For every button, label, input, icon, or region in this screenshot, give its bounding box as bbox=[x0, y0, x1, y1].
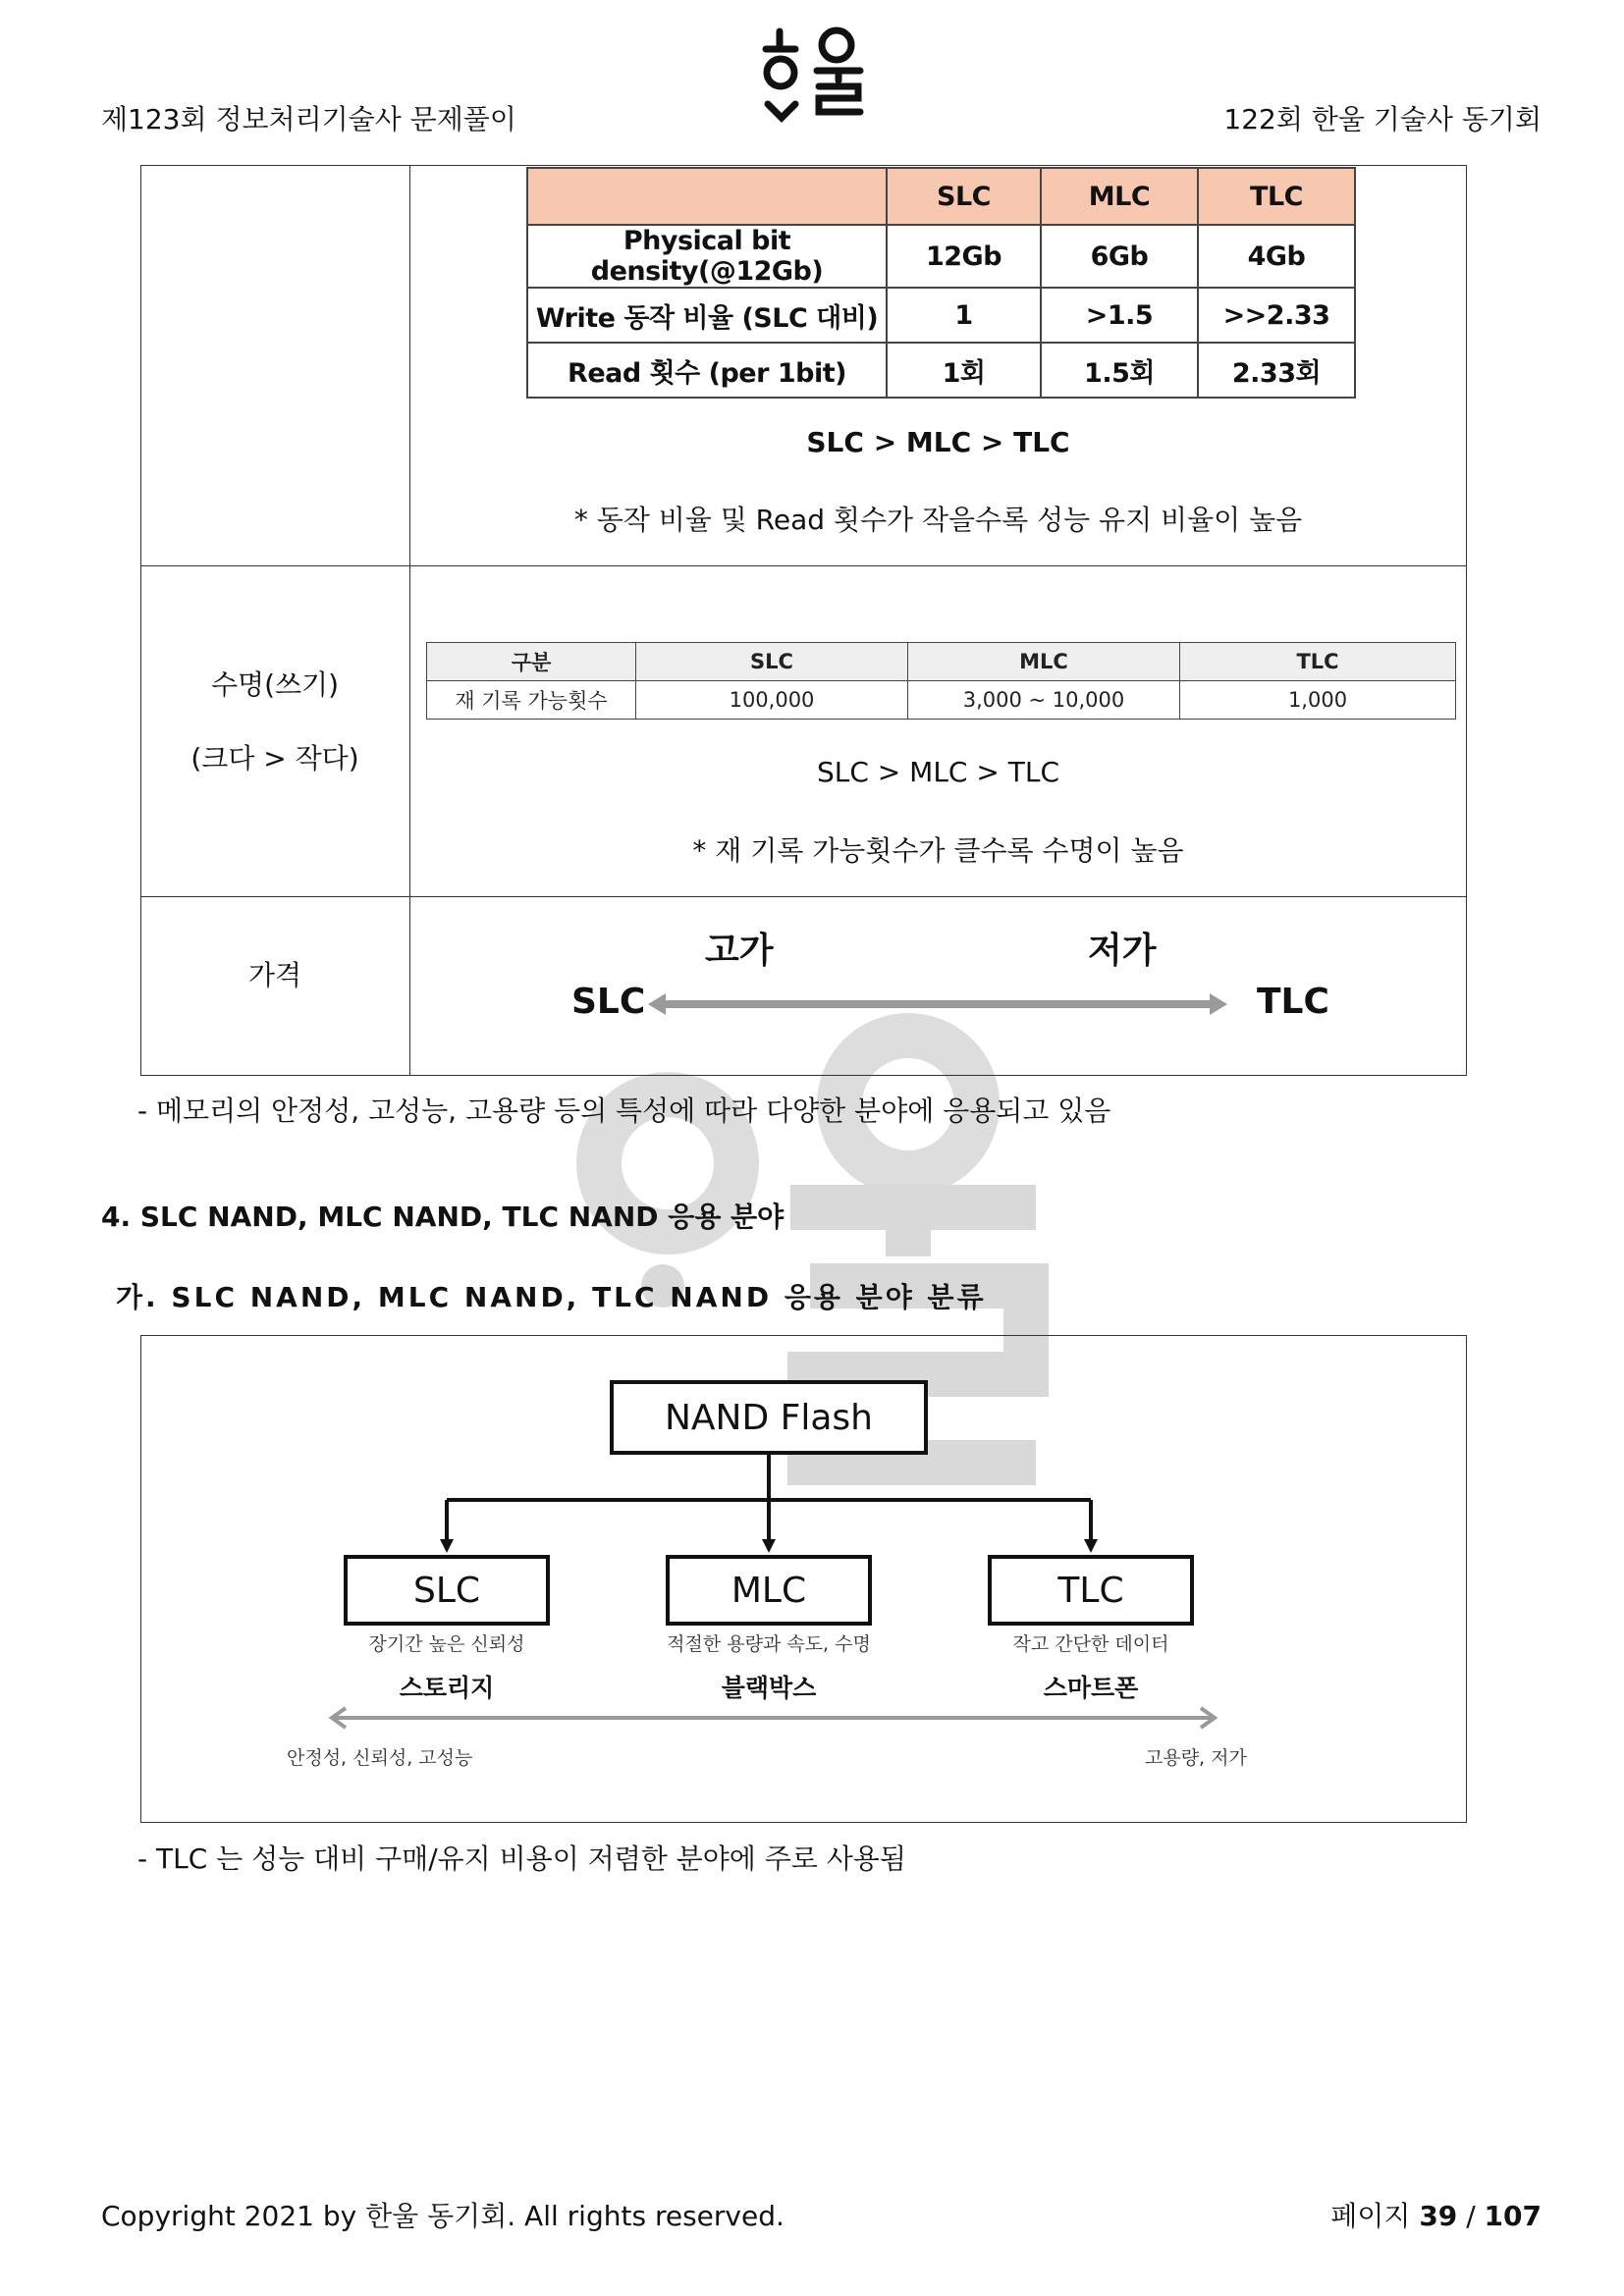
table-header-cell: SLC bbox=[636, 643, 908, 681]
table-header-cell: MLC bbox=[908, 643, 1180, 681]
tlc-description: 작고 간단한 데이터 bbox=[1012, 1633, 1169, 1655]
table-header-row bbox=[427, 643, 1456, 681]
table-row-divider bbox=[140, 896, 1467, 897]
table-cell: 3,000 ~ 10,000 bbox=[908, 681, 1180, 720]
slc-application: 스토리지 bbox=[399, 1674, 495, 1702]
table-cell: Write 동작 비율 (SLC 대비) bbox=[527, 288, 887, 343]
lifespan-ranking: SLC > MLC > TLC bbox=[816, 756, 1059, 788]
table-header-cell: SLC bbox=[887, 168, 1041, 225]
mlc-box: MLC bbox=[666, 1555, 872, 1626]
lifespan-sublabel: (크다 > 작다) bbox=[190, 742, 359, 774]
mlc-description: 적절한 용량과 속도, 수명 bbox=[667, 1633, 871, 1655]
slc-description: 장기간 높은 신뢰성 bbox=[368, 1633, 525, 1655]
page-total: 107 bbox=[1484, 2200, 1542, 2232]
price-high-label: 고가 bbox=[705, 931, 774, 971]
table-header-cell: TLC bbox=[1180, 643, 1456, 681]
axis-right-label: 고용량, 저가 bbox=[1145, 1747, 1247, 1769]
lifespan-note: * 재 기록 가능횟수가 클수록 수명이 높음 bbox=[692, 834, 1184, 867]
header-left-title: 제123회 정보처리기술사 문제풀이 bbox=[101, 103, 516, 135]
price-label: 가격 bbox=[247, 959, 302, 991]
table-cell: 2.33회 bbox=[1198, 343, 1355, 398]
page-current: 39 bbox=[1419, 2200, 1458, 2232]
table-cell: Read 횟수 (per 1bit) bbox=[527, 343, 887, 398]
table-cell: >1.5 bbox=[1041, 288, 1198, 343]
axis-left-label: 안정성, 신뢰성, 고성능 bbox=[287, 1747, 473, 1769]
table-cell: 1 bbox=[887, 288, 1041, 343]
tlc-application: 스마트폰 bbox=[1043, 1674, 1139, 1702]
diagram-connector-lines bbox=[432, 1455, 1100, 1553]
table-header-cell bbox=[527, 168, 887, 225]
footer-page-number bbox=[1330, 2195, 1542, 2234]
table-cell: 12Gb bbox=[887, 225, 1041, 288]
diagram-axis-arrow-icon bbox=[324, 1706, 1222, 1730]
header-right-title: 122회 한울 기술사 동기회 bbox=[1223, 103, 1542, 135]
table-row-divider bbox=[140, 565, 1467, 566]
table-header-cell: MLC bbox=[1041, 168, 1198, 225]
table-row bbox=[527, 225, 1355, 288]
price-right-tlc: TLC bbox=[1257, 982, 1329, 1022]
price-low-label: 저가 bbox=[1088, 931, 1157, 971]
footer-copyright: Copyright 2021 by 한울 동기회. All rights reserved. bbox=[101, 2200, 785, 2232]
table-cell: 1.5회 bbox=[1041, 343, 1198, 398]
table-header-row bbox=[527, 168, 1355, 225]
table-row bbox=[427, 681, 1456, 720]
subsection-title: 가. SLC NAND, MLC NAND, TLC NAND 응용 분야 분류 bbox=[116, 1281, 987, 1313]
table-cell: 4Gb bbox=[1198, 225, 1355, 288]
section-4-title: 4. SLC NAND, MLC NAND, TLC NAND 응용 분야 bbox=[101, 1201, 785, 1233]
performance-table bbox=[526, 167, 1356, 399]
page-separator: / bbox=[1466, 2200, 1476, 2232]
tlc-box: TLC bbox=[988, 1555, 1194, 1626]
table-cell: 1회 bbox=[887, 343, 1041, 398]
performance-note: * 동작 비율 및 Read 횟수가 작을수록 성능 유지 비율이 높음 bbox=[573, 504, 1303, 536]
mlc-application: 블랙박스 bbox=[721, 1674, 817, 1702]
table-cell: Physical bit density(@12Gb) bbox=[527, 225, 887, 288]
table-cell: 재 기록 가능횟수 bbox=[427, 681, 636, 720]
lifespan-table bbox=[426, 642, 1456, 720]
price-left-slc: SLC bbox=[571, 982, 646, 1022]
nand-flash-box: NAND Flash bbox=[610, 1380, 928, 1455]
slc-box: SLC bbox=[344, 1555, 550, 1626]
table-row bbox=[527, 343, 1355, 398]
lifespan-label: 수명(쓰기) bbox=[210, 668, 340, 701]
table-cell: 6Gb bbox=[1041, 225, 1198, 288]
table-row bbox=[527, 288, 1355, 343]
hanul-logo-icon bbox=[762, 24, 870, 130]
table-header-cell: 구분 bbox=[427, 643, 636, 681]
application-note: - 메모리의 안정성, 고성능, 고용량 등의 특성에 따라 다양한 분야에 응용되고 있음 bbox=[137, 1095, 1111, 1127]
table-cell: >>2.33 bbox=[1198, 288, 1355, 343]
closing-note: - TLC 는 성능 대비 구매/유지 비용이 저렴한 분야에 주로 사용됨 bbox=[137, 1842, 906, 1875]
table-cell: 100,000 bbox=[636, 681, 908, 720]
table-cell: 1,000 bbox=[1180, 681, 1456, 720]
table-header-cell: TLC bbox=[1198, 168, 1355, 225]
table-column-divider bbox=[409, 165, 410, 1076]
price-double-arrow-icon bbox=[648, 989, 1227, 1019]
performance-ranking: SLC > MLC > TLC bbox=[806, 426, 1070, 458]
page-label: 페이지 bbox=[1330, 2200, 1411, 2232]
